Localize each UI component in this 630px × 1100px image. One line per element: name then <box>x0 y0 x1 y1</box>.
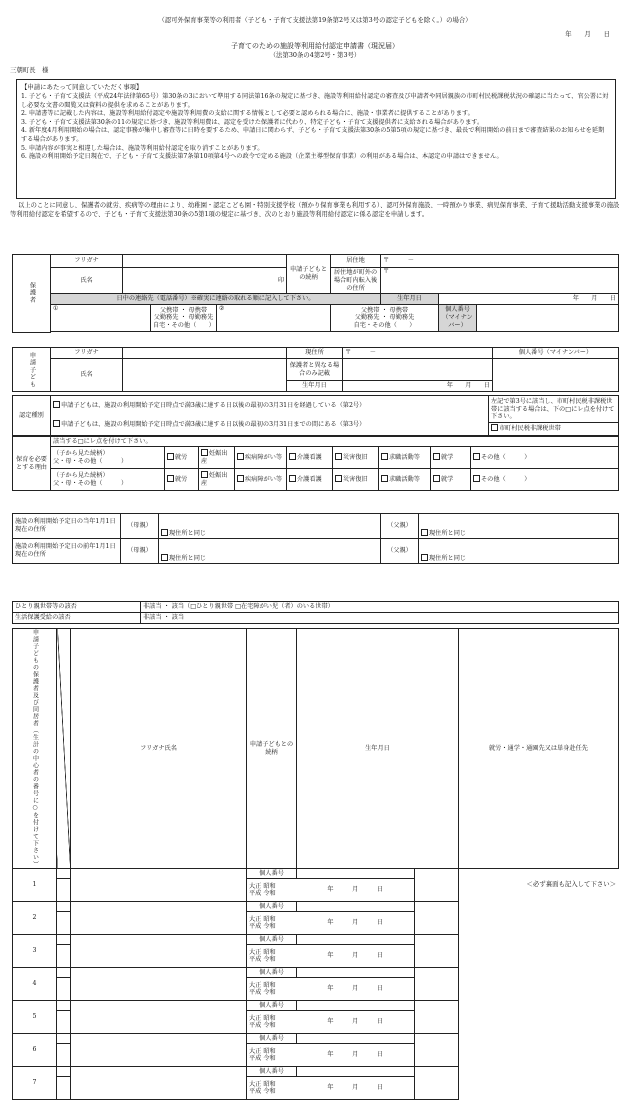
consent-item: 1. 子ども・子育て支援法（平成24年法律第65号）第30条の3において準用する同法第16条の規定に基づき、施設等利用給付認定の審査及び申請者や同居親族の市町村民税課税状況の確認に当たって、官公署に対し必要な文書の閲覧又は資料の提供を求めることがあります。 <box>21 93 609 109</box>
era-opts: 大正 昭和 <box>249 949 276 956</box>
household-rows <box>13 869 619 1100</box>
member-name-input[interactable] <box>57 879 71 902</box>
cert-side-text: 左記で第3号に該当し、市町村民税非課税世帯に該当する場合は、下の□にレ点を付けて下さい。 <box>491 398 615 420</box>
era-opts: 大正 昭和 <box>249 982 276 989</box>
member-mynumber-input[interactable] <box>297 869 415 879</box>
row-number[interactable]: 6 <box>13 1034 57 1067</box>
checkbox-icon[interactable] <box>491 424 498 431</box>
member-work-input[interactable] <box>415 935 459 968</box>
household-col-birth: 生年月日 <box>297 629 459 869</box>
need-rel-label: （子から見た続柄） <box>53 471 109 479</box>
reason-label: 就労 <box>175 476 188 483</box>
row-number[interactable]: 2 <box>13 902 57 935</box>
reason-care[interactable] <box>287 469 333 491</box>
reason-jobseek[interactable] <box>379 447 431 469</box>
checkbox-icon[interactable] <box>381 475 388 482</box>
member-furigana-input[interactable] <box>57 968 71 978</box>
mother-label: （母親） <box>121 514 159 539</box>
child-section: 申請子ども <box>13 348 51 392</box>
consent-item: 6. 施設の利用開始予定日現在で、子ども・子育て支援法第7条第10項第4号への政令で定める施設（企業主導型保育事業）の利用がある場合は、本認定の申請はできません。 <box>21 153 503 161</box>
postal-dash: － <box>407 257 414 264</box>
household-col-name: フリガナ氏名 <box>71 629 247 869</box>
member-relation-input[interactable] <box>71 902 247 935</box>
member-mynumber-label: 個人番号 <box>247 1067 297 1077</box>
era-opts: 大正 昭和 <box>249 1081 276 1088</box>
consent-list <box>21 93 609 162</box>
child-furigana-input[interactable] <box>123 348 287 359</box>
guardian-table <box>12 254 619 333</box>
postal-mark: 〒 <box>345 349 352 356</box>
household-col-work: 就労・通学・通園先又は単身赴任先 <box>459 629 619 869</box>
need-hint: 該当する□にレ点を付けて下さい。 <box>51 437 619 447</box>
child-mynumber-label: 個人番号（マイナンバー） <box>493 348 619 359</box>
checkbox-icon[interactable] <box>335 453 342 460</box>
member-mynumber-label: 個人番号 <box>247 968 297 978</box>
member-furigana-input[interactable] <box>57 1034 71 1044</box>
same-label: 現住所と同じ <box>429 555 467 562</box>
reason-disaster[interactable] <box>333 447 379 469</box>
member-birth-input[interactable]: 年 月 日 <box>297 1044 415 1067</box>
member-name-input[interactable] <box>57 1011 71 1034</box>
checkbox-icon[interactable] <box>201 449 208 456</box>
reason-birth[interactable] <box>199 469 235 491</box>
member-work-input[interactable] <box>415 1067 459 1100</box>
welfare-value[interactable]: 非該当 ・ 該当 <box>141 613 619 624</box>
checkbox-icon[interactable] <box>421 529 428 536</box>
cert-label: 認定種別 <box>13 396 51 436</box>
member-furigana-input[interactable] <box>57 902 71 912</box>
member-mynumber-input[interactable] <box>297 1034 415 1044</box>
reason-work[interactable] <box>165 447 199 469</box>
member-name-input[interactable] <box>57 945 71 968</box>
checkbox-icon[interactable] <box>237 453 244 460</box>
cert-option-2[interactable] <box>51 396 489 415</box>
child-address-label: 現住所 <box>287 348 343 359</box>
member-furigana-input[interactable] <box>57 935 71 945</box>
member-name-input[interactable] <box>57 912 71 935</box>
checkbox-icon[interactable] <box>201 471 208 478</box>
contact-opt: 父勤務先 ・ 母勤務先 <box>153 314 214 322</box>
alt-address-input[interactable] <box>381 268 619 294</box>
diagonal-cell <box>57 629 71 869</box>
contact-2[interactable]: ② <box>217 305 331 332</box>
member-work-input[interactable] <box>415 902 459 935</box>
father-label: （父親） <box>381 514 419 539</box>
member-mynumber-input[interactable] <box>297 902 415 912</box>
consent-heading: 【申請にあたって同意していただく事項】 <box>21 83 143 91</box>
cert-option-3[interactable] <box>51 415 489 436</box>
household-table <box>12 628 619 1100</box>
reason-label: その他（ ） <box>481 476 531 483</box>
guardian-birth-label: 生年月日 <box>381 294 439 305</box>
reason-label: 災害復旧 <box>343 476 368 483</box>
household-row <box>13 1034 619 1044</box>
member-relation-input[interactable] <box>71 869 247 902</box>
contact-opt: 自宅・その他（ ） <box>153 321 215 329</box>
member-furigana-input[interactable] <box>57 1001 71 1011</box>
member-work-input[interactable] <box>415 1034 459 1067</box>
reason-label: 疾病障がい等 <box>245 454 283 461</box>
need-row-1 <box>13 447 619 469</box>
member-mynumber-label: 個人番号 <box>247 1001 297 1011</box>
welfare-label: 生活保護受給の該否 <box>13 613 141 624</box>
checkbox-icon[interactable] <box>289 475 296 482</box>
member-birth-input[interactable]: 年 月 日 <box>297 1077 415 1100</box>
member-name-input[interactable] <box>57 1044 71 1067</box>
household-side-label: 申請子どもの保護者及び同居者（生計の中心者の番号に○を付けて下さい） <box>13 629 57 869</box>
era-opts: 平成 令和 <box>249 956 276 963</box>
contact-1[interactable]: ① <box>51 305 151 332</box>
need-label: 保育を必要とする理由 <box>13 437 51 491</box>
reason-work[interactable] <box>165 469 199 491</box>
member-mynumber-input[interactable] <box>297 1001 415 1011</box>
era-opts: 平成 令和 <box>249 1088 276 1095</box>
reason-label: 介護看護 <box>297 454 322 461</box>
household-row <box>13 968 619 978</box>
cert-option-3-text: 申請子どもは、施設の利用開始予定日時点で満3歳に達する日以後の最初の3月31日までの間にある（第3号） <box>61 421 366 429</box>
single-parent-label: ひとり親世帯等の該否 <box>13 602 141 613</box>
reason-jobseek[interactable] <box>379 469 431 491</box>
consent-box <box>16 79 616 199</box>
postal-dash: － <box>369 349 376 356</box>
era-opts: 平成 令和 <box>249 1055 276 1062</box>
cert-option-2-text: 申請子どもは、施設の利用開始予定日時点で満3歳に達する日以後の最初の3月31日を経過している（第2号） <box>61 401 366 409</box>
era-opts: 大正 昭和 <box>249 883 276 890</box>
member-mynumber-input[interactable] <box>297 935 415 945</box>
mother-prev-address[interactable] <box>159 539 381 564</box>
reason-label: 疾病障がい等 <box>245 476 283 483</box>
guardian-relation-label: 申請子どもとの続柄 <box>287 255 331 294</box>
era-opts: 大正 昭和 <box>249 916 276 923</box>
member-mynumber-label: 個人番号 <box>247 902 297 912</box>
need-row-2 <box>13 469 619 491</box>
row-number[interactable]: 1 <box>13 869 57 902</box>
member-birth-input[interactable]: 年 月 日 <box>297 879 415 902</box>
residence-prev-label: 施設の利用開始予定日の前年1月1日現在の住所 <box>13 539 121 564</box>
contact-2-type[interactable] <box>331 305 439 332</box>
single-parent-value[interactable]: 非該当 ・ 該当（□ひとり親世帯 □在宅障がい児（者）のいる世帯） <box>141 602 619 613</box>
need-relation[interactable] <box>51 447 165 469</box>
member-relation-input[interactable] <box>71 968 247 1001</box>
checkbox-icon[interactable] <box>433 475 440 482</box>
father-current-address[interactable] <box>419 514 619 539</box>
checkbox-icon[interactable] <box>421 554 428 561</box>
reason-label: 妊娠出産 <box>201 472 228 487</box>
checkbox-icon[interactable] <box>433 453 440 460</box>
row-number[interactable]: 4 <box>13 968 57 1001</box>
alt-address-label: 居住地が町外の場合町内転入後の住所 <box>331 268 381 294</box>
checkbox-icon[interactable] <box>161 529 168 536</box>
household-row <box>13 935 619 945</box>
member-birth-input[interactable]: 年 月 日 <box>297 978 415 1001</box>
contact-opt: 父携帯 ・ 母携帯 <box>360 306 409 314</box>
guardian-name-label: 氏名 <box>51 268 123 294</box>
father-prev-address[interactable] <box>419 539 619 564</box>
member-era[interactable] <box>247 978 297 1001</box>
member-relation-input[interactable] <box>71 1001 247 1034</box>
mother-current-address[interactable] <box>159 514 381 539</box>
same-label: 現住所と同じ <box>169 555 207 562</box>
row-number[interactable]: 7 <box>13 1067 57 1100</box>
child-diff-address-input[interactable] <box>343 359 493 381</box>
consent-item: 2. 申請書等に記載した内容は、施設等利用給付認定や施設等利用費の支給に関する情報として必要と認められる場合に、施設・事業者に提供することがあります。 <box>21 110 474 118</box>
era-opts: 平成 令和 <box>249 989 276 996</box>
reason-illness[interactable] <box>235 469 287 491</box>
form-note: （認可外保育事業等の利用者（子ども・子育て支援法第19条第2号又は第3号の認定子どもを除く。）の場合） <box>158 16 472 24</box>
member-era[interactable] <box>247 912 297 935</box>
cert-table <box>12 395 619 436</box>
member-mynumber-input[interactable] <box>297 1067 415 1077</box>
status-table <box>12 601 619 624</box>
reason-disaster[interactable] <box>333 469 379 491</box>
addressee: 三朝町長 様 <box>10 66 49 74</box>
child-name-label: 氏名 <box>51 359 123 392</box>
child-name-input[interactable] <box>123 359 287 392</box>
member-birth-input[interactable]: 年 月 日 <box>297 912 415 935</box>
guardian-mynumber-input[interactable] <box>477 305 619 332</box>
reason-study[interactable] <box>431 447 471 469</box>
same-label: 現住所と同じ <box>429 530 467 537</box>
non-tax-label: 市町村民税非課税世帯 <box>499 424 561 432</box>
member-relation-input[interactable] <box>71 935 247 968</box>
guardian-address-input[interactable] <box>381 255 619 268</box>
residence-table <box>12 513 619 564</box>
member-work-input[interactable] <box>415 1001 459 1034</box>
row-number[interactable]: 3 <box>13 935 57 968</box>
reason-illness[interactable] <box>235 447 287 469</box>
checkbox-icon[interactable] <box>161 554 168 561</box>
consent-statement: 以上のことに同意し、保護者の就労、疾病等の理由により、幼稚園・認定こども園・特別支援学校（預かり保育事業も利用する）、認可外保育施設、一時預かり事業、病児保育事業、子育て援助活動支援事業の施設等利用給付認定を希望するので、子ども・子育て支援法第30条の5第1項の規定に基づき、次のとおり施設等利用給付認定に係る認定を申請します。 <box>10 202 620 218</box>
need-table <box>12 436 619 491</box>
child-mynumber-input[interactable] <box>493 359 619 392</box>
member-era[interactable] <box>247 879 297 902</box>
reason-other[interactable] <box>471 469 619 491</box>
guardian-name-input[interactable] <box>123 268 287 294</box>
era-opts: 平成 令和 <box>249 923 276 930</box>
need-rel-opts: 父・母・その他（ ） <box>53 457 128 465</box>
guardian-furigana-label: フリガナ <box>51 255 123 268</box>
era-opts: 平成 令和 <box>249 1022 276 1029</box>
checkbox-icon[interactable] <box>335 475 342 482</box>
checkbox-icon[interactable] <box>237 475 244 482</box>
member-mynumber-label: 個人番号 <box>247 1034 297 1044</box>
father-label: （父親） <box>381 539 419 564</box>
member-era[interactable] <box>247 1011 297 1034</box>
member-furigana-input[interactable] <box>57 1067 71 1077</box>
child-birth-label: 生年月日 <box>287 381 343 392</box>
contact-1-type[interactable] <box>151 305 217 332</box>
contact-heading: 日中の連絡先（電話番号）※確実に連絡の取れる順に記入して下さい。 <box>51 294 381 305</box>
postal-mark: 〒 <box>383 257 390 264</box>
need-rel-label: （子から見た続柄） <box>53 449 109 457</box>
reason-other[interactable] <box>471 447 619 469</box>
era-opts: 大正 昭和 <box>249 1015 276 1022</box>
guardian-birth-input[interactable]: 年 月 日 <box>439 294 619 305</box>
household-row <box>13 902 619 912</box>
reason-label: 就学 <box>441 476 454 483</box>
seal-mark: 印 <box>277 276 284 284</box>
form-title: 子育てのための施設等利用給付認定申請書（現況届） <box>231 42 399 50</box>
guardian-mynumber-label: 個人番号（マイナンバー） <box>439 305 477 332</box>
member-name-input[interactable] <box>57 978 71 1001</box>
checkbox-icon[interactable] <box>473 475 480 482</box>
member-era[interactable] <box>247 1077 297 1100</box>
member-work-input[interactable] <box>415 968 459 1001</box>
era-opts: 大正 昭和 <box>249 1048 276 1055</box>
non-tax-checkbox[interactable] <box>489 422 618 434</box>
reason-label: その他（ ） <box>481 454 531 461</box>
reason-label: 災害復旧 <box>343 454 368 461</box>
member-era[interactable] <box>247 945 297 968</box>
contact-opt: 父勤務先 ・ 母勤務先 <box>354 314 415 322</box>
reason-birth[interactable] <box>199 447 235 469</box>
child-furigana-label: フリガナ <box>51 348 123 359</box>
need-rel-opts: 父・母・その他（ ） <box>53 479 128 487</box>
member-name-input[interactable] <box>57 1077 71 1100</box>
member-relation-input[interactable] <box>71 1067 247 1100</box>
checkbox-icon[interactable] <box>381 453 388 460</box>
reason-label: 求職活動等 <box>389 454 420 461</box>
footer-note: ＜必ず裏面も記入して下さい＞ <box>526 880 616 888</box>
child-address-input[interactable] <box>343 348 493 359</box>
contact-opt: 父携帯 ・ 母携帯 <box>159 306 208 314</box>
household-col-relation: 申請子どもとの続柄 <box>247 629 297 869</box>
reason-label: 妊娠出産 <box>201 450 228 465</box>
guardian-section: 保護者 <box>13 255 51 333</box>
checkbox-icon[interactable] <box>289 453 296 460</box>
household-row <box>13 1001 619 1011</box>
member-birth-input[interactable]: 年 月 日 <box>297 945 415 968</box>
reason-care[interactable] <box>287 447 333 469</box>
member-mynumber-input[interactable] <box>297 968 415 978</box>
same-label: 現住所と同じ <box>169 530 207 537</box>
mother-label: （母親） <box>121 539 159 564</box>
cert-side <box>489 396 619 436</box>
reason-label: 就学 <box>441 454 454 461</box>
postal-mark: 〒 <box>383 268 390 275</box>
reason-label: 就労 <box>175 454 188 461</box>
consent-item: 3. 子ども・子育て支援法第30条の11の規定に基づき、施設等利用費は、認定を受けた保護者に代わり、特定子ども・子育て支援提供者に支給される場合があります。 <box>21 118 484 126</box>
member-mynumber-label: 個人番号 <box>247 935 297 945</box>
member-furigana-input[interactable] <box>57 869 71 879</box>
household-row <box>13 869 619 879</box>
submission-date[interactable]: 年 月 日 <box>565 30 610 38</box>
residence-current-label: 施設の利用開始予定日の当年1月1日現在の住所 <box>13 514 121 539</box>
member-birth-input[interactable]: 年 月 日 <box>297 1011 415 1034</box>
checkbox-icon[interactable] <box>53 420 60 427</box>
need-relation[interactable] <box>51 469 165 491</box>
reason-label: 介護看護 <box>297 476 322 483</box>
checkbox-icon[interactable] <box>167 475 174 482</box>
child-table <box>12 347 619 392</box>
reason-label: 求職活動等 <box>389 476 420 483</box>
member-era[interactable] <box>247 1044 297 1067</box>
era-opts: 平成 令和 <box>249 890 276 897</box>
checkbox-icon[interactable] <box>53 401 60 408</box>
row-number[interactable]: 5 <box>13 1001 57 1034</box>
member-mynumber-label: 個人番号 <box>247 869 297 879</box>
consent-item: 5. 申請内容が事実と相違した場合は、施設等利用給付認定を取り消すことがあります。 <box>21 144 264 152</box>
consent-item: 4. 新年度4月利用開始の場合は、認定事務が集中し審査等に日時を要するため、申請日に関わらず、子ども・子育て支援法第30条の5第5項の規定に基づき、最長で利用開始の前日まで審査結果のお知らせを延期する場合があります。 <box>21 127 605 143</box>
child-birth-input[interactable]: 年 月 日 <box>343 381 493 392</box>
household-row <box>13 1067 619 1077</box>
member-relation-input[interactable] <box>71 1034 247 1067</box>
reason-study[interactable] <box>431 469 471 491</box>
child-diff-address-label: 保護者と異なる場合のみ記載 <box>287 359 343 381</box>
guardian-furigana-input[interactable] <box>123 255 287 268</box>
checkbox-icon[interactable] <box>473 453 480 460</box>
guardian-address-label: 居住地 <box>331 255 381 268</box>
form-subtitle: （法第30条の4第2号・第3号） <box>269 51 361 59</box>
contact-opt: 自宅・その他（ ） <box>353 321 416 329</box>
checkbox-icon[interactable] <box>167 453 174 460</box>
